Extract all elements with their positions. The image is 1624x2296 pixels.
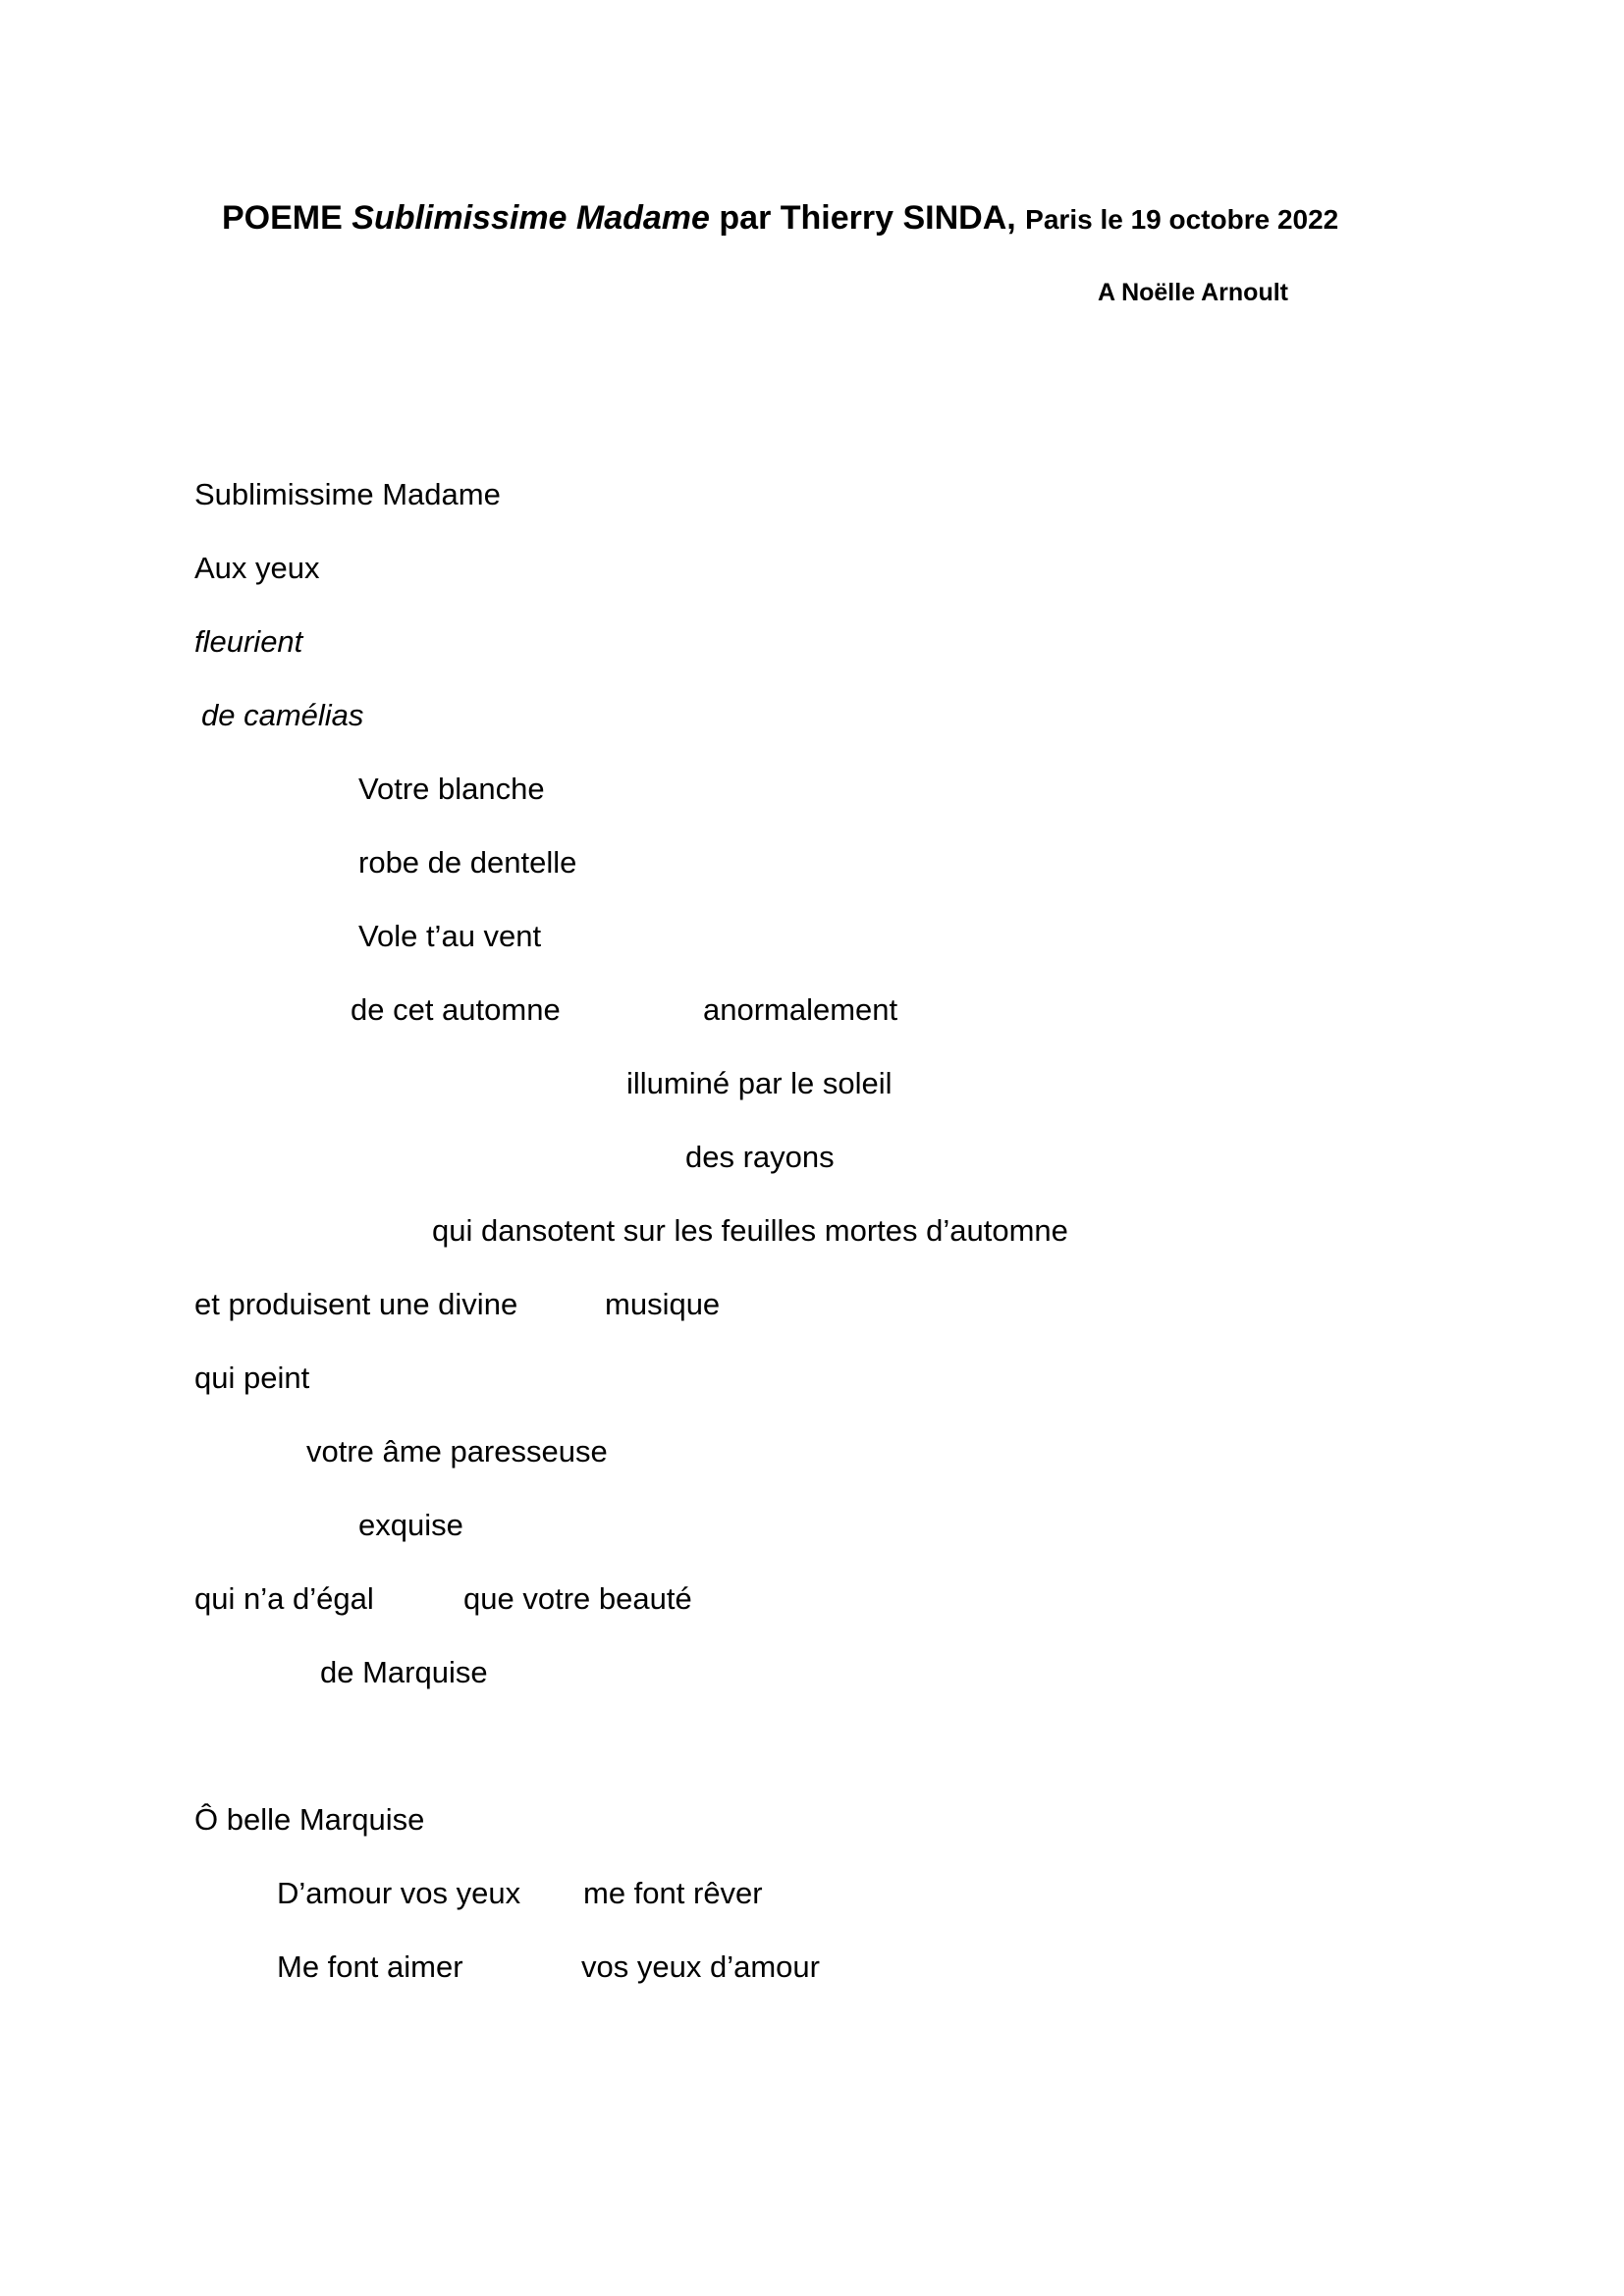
poem-line: Votre blanche	[358, 772, 545, 806]
poem-line: Vole t’au vent	[358, 919, 542, 953]
poem-line: exquise	[358, 1508, 463, 1542]
poem-line: que votre beauté	[463, 1581, 692, 1616]
poem-line: qui n’a d’égal	[194, 1581, 374, 1616]
poem-line: qui peint	[194, 1361, 310, 1395]
poem-line: D’amour vos yeux	[277, 1876, 521, 1910]
poem-line: Ô belle Marquise	[194, 1802, 425, 1837]
heading-place-date: Paris le 19 octobre 2022	[1025, 204, 1339, 235]
poem-line: illuminé par le soleil	[626, 1066, 893, 1100]
poem-line: votre âme paresseuse	[306, 1434, 608, 1468]
poem-line: fleurient	[194, 624, 303, 659]
poem-line: de camélias	[201, 698, 364, 732]
poem-line: robe de dentelle	[358, 845, 577, 880]
poem-line: et produisent une divine	[194, 1287, 518, 1321]
heading-poem-title: Sublimissime Madame	[352, 199, 710, 237]
poem-line: musique	[605, 1287, 721, 1321]
poem-line: des rayons	[685, 1140, 835, 1174]
heading-author: par Thierry SINDA,	[719, 199, 1016, 237]
poem-line: de Marquise	[320, 1655, 488, 1689]
poem-line: de cet automne	[351, 992, 561, 1027]
heading-poeme: POEME	[222, 199, 343, 237]
poem-line: Sublimissime Madame	[194, 477, 501, 511]
dedication: A Noëlle Arnoult	[1098, 279, 1288, 306]
poem-line: Me font aimer	[277, 1949, 463, 1984]
poem-line: qui dansotent sur les feuilles mortes d’automne	[432, 1213, 1068, 1248]
poem-heading	[222, 196, 1338, 241]
poem-line: me font rêver	[583, 1876, 763, 1910]
poem-line: vos yeux d’amour	[581, 1949, 820, 1984]
poem-line: anormalement	[703, 992, 898, 1027]
poem-line: Aux yeux	[194, 551, 320, 585]
